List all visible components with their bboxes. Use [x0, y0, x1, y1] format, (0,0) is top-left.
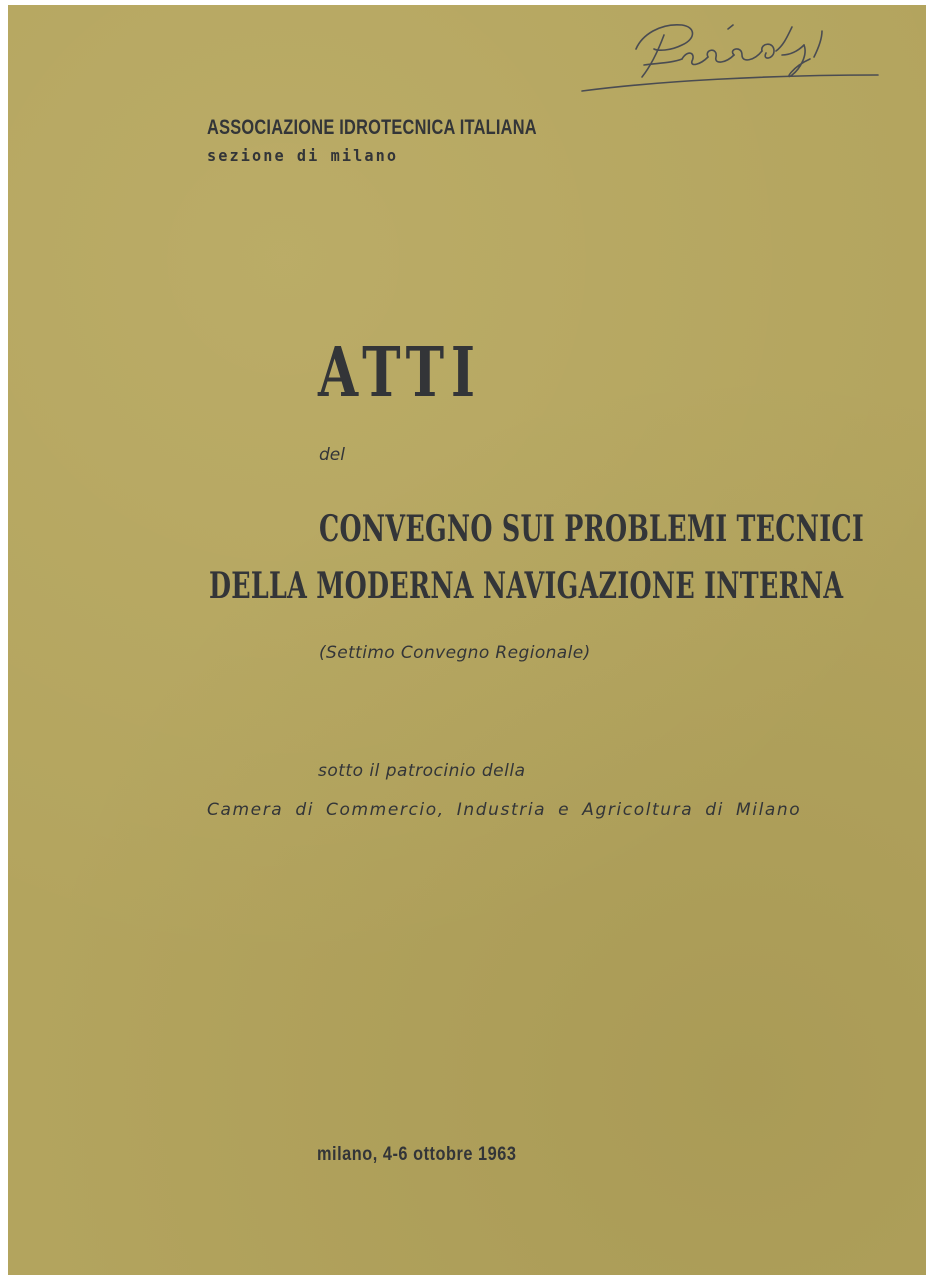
association-section: sezione di milano [207, 146, 399, 165]
book-cover [8, 5, 926, 1275]
title-connector: del [319, 445, 345, 465]
handwritten-signature [578, 5, 888, 115]
patronage-text: sotto il patrocinio della [318, 761, 526, 781]
main-title: ATTI [318, 333, 482, 413]
conference-title-line-1: CONVEGNO SUI PROBLEMI TECNICI [319, 508, 865, 550]
conference-subtitle: (Settimo Convegno Regionale) [319, 643, 591, 663]
association-name: ASSOCIAZIONE IDROTECNICA ITALIANA [207, 116, 537, 139]
patron-organization: Camera di Commercio, Industria e Agricoltura di Milano [207, 800, 802, 820]
place-and-date: milano, 4-6 ottobre 1963 [317, 1144, 517, 1165]
conference-title-line-2: DELLA MODERNA NAVIGAZIONE INTERNA [209, 565, 844, 607]
